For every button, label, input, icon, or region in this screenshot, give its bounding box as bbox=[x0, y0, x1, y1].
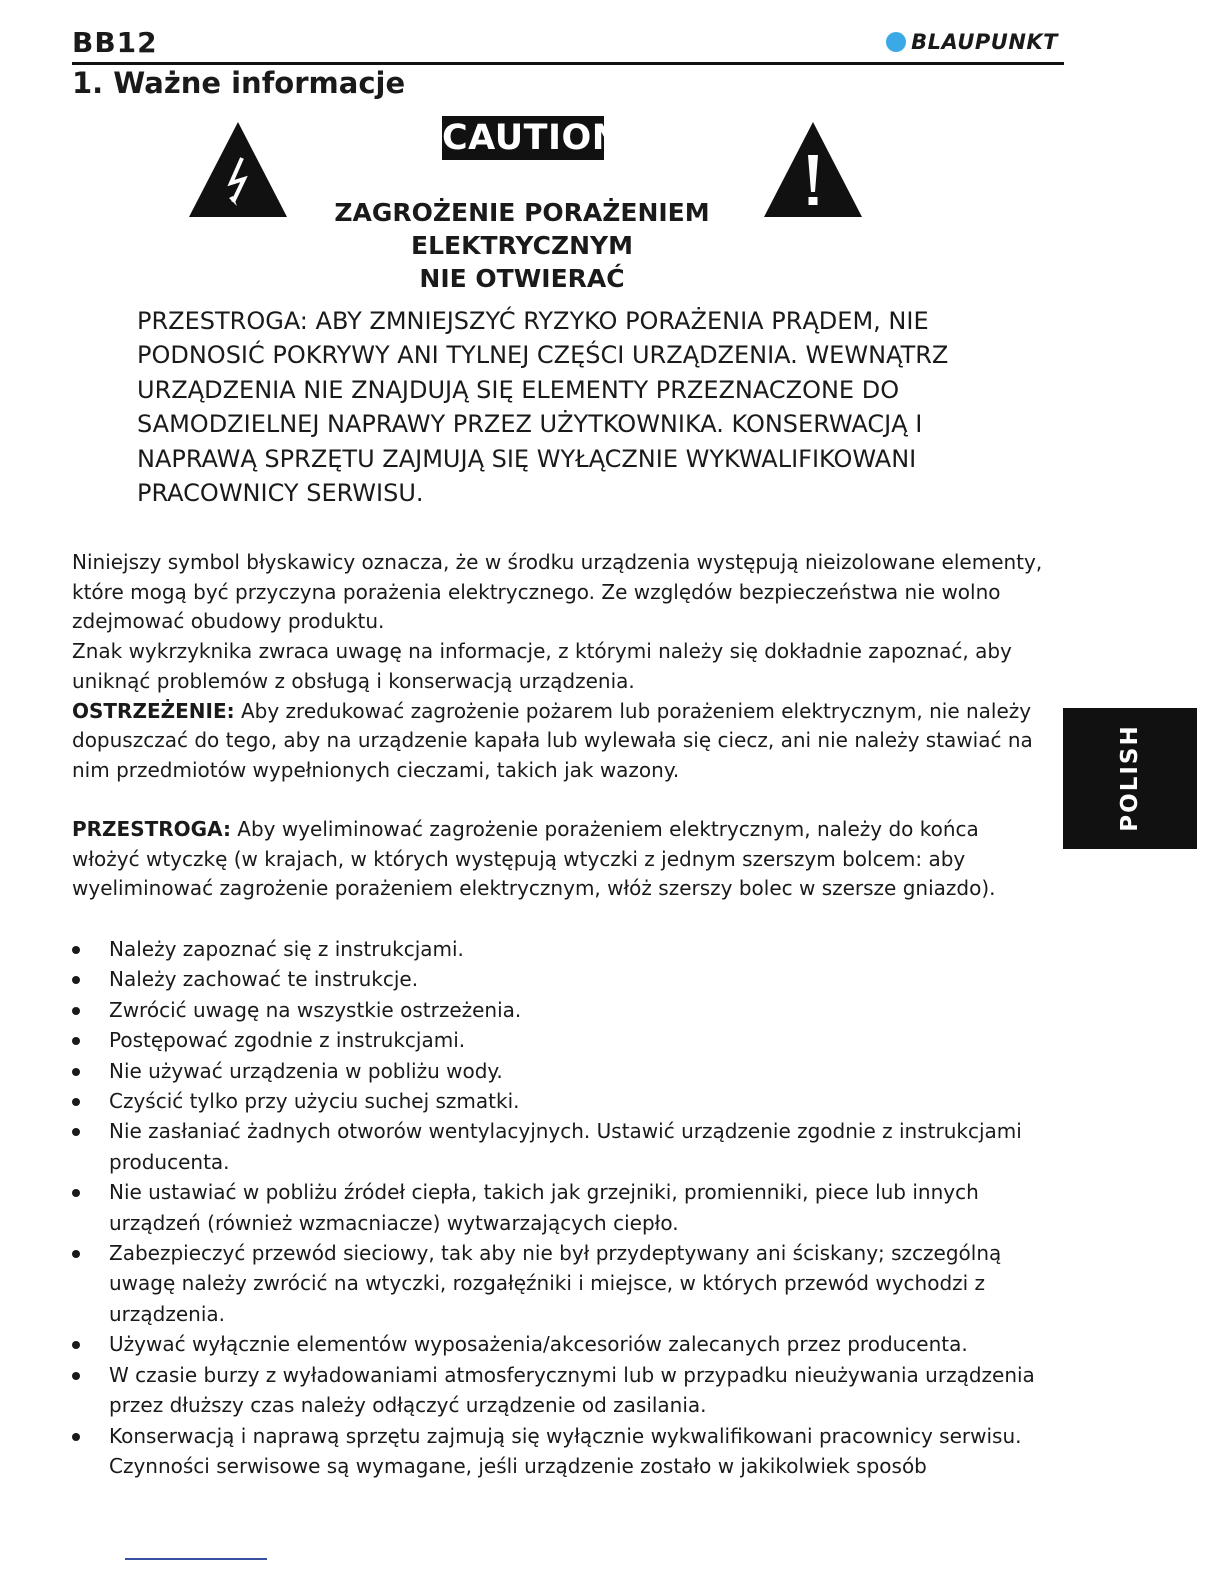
bullet-icon bbox=[72, 976, 80, 984]
list-item bbox=[72, 1177, 1062, 1238]
exclamation-warning-icon bbox=[764, 122, 862, 217]
list-item bbox=[72, 1329, 1062, 1359]
warning-line: PODNOSIĆ POKRYWY ANI TYLNEJ CZĘŚCI URZĄDZENIA. WEWNĄTRZ bbox=[137, 341, 949, 370]
brand-logo bbox=[886, 30, 1058, 54]
list-item-text: Zwrócić uwagę na wszystkie ostrzeżenia. bbox=[109, 997, 522, 1022]
language-tab-label: POLISH bbox=[1117, 724, 1143, 832]
list-item-text: Czyścić tylko przy użyciu suchej szmatki. bbox=[109, 1089, 520, 1114]
text-line bbox=[72, 697, 1062, 727]
bullet-icon bbox=[72, 1068, 80, 1076]
safety-instructions-list bbox=[72, 934, 1062, 1481]
list-item-text: Postępować zgodnie z instrukcjami. bbox=[109, 1028, 466, 1053]
bullet-icon bbox=[72, 1250, 80, 1258]
model-name: BB12 bbox=[72, 26, 158, 59]
caution-warning-text bbox=[137, 304, 1017, 510]
warning-line: PRZESTROGA: ABY ZMNIEJSZYĆ RYZYKO PORAŻENIA PRĄDEM, NIE bbox=[137, 307, 929, 335]
bullet-icon bbox=[72, 1007, 80, 1015]
caution-label: CAUTION bbox=[442, 118, 622, 158]
text-line: które mogą być przyczyna porażenia elektrycznego. Ze względów bezpieczeństwa nie wolno bbox=[72, 579, 1001, 604]
list-item-text: urządzeń (również wzmacniacze) wytwarzających ciepło. bbox=[109, 1210, 679, 1235]
text-line: Niniejszy symbol błyskawicy oznacza, że w środku urządzenia występują nieizolowane elementy, bbox=[72, 550, 1043, 574]
list-item-text: Używać wyłącznie elementów wyposażenia/akcesoriów zalecanych przez producenta. bbox=[109, 1332, 968, 1357]
bullet-icon bbox=[72, 1128, 80, 1136]
warning-label: OSTRZEŻENIE: bbox=[72, 698, 235, 723]
list-item-text: przez dłuższy czas należy odłączyć urządzenie od zasilania. bbox=[109, 1393, 707, 1418]
brand-name: BLAUPUNKT bbox=[911, 30, 1058, 54]
caution-label-inline: PRZESTROGA: bbox=[72, 817, 231, 841]
bullet-icon bbox=[72, 1189, 80, 1197]
danger-line: NIE OTWIERAĆ bbox=[419, 264, 625, 293]
lightning-warning-icon bbox=[189, 122, 287, 217]
warning-text: Aby zredukować zagrożenie pożarem lub porażeniem elektrycznym, nie należy bbox=[234, 698, 1032, 723]
list-item-text: Nie używać urządzenia w pobliżu wody. bbox=[109, 1058, 503, 1083]
caution-text: Aby wyeliminować zagrożenie porażeniem elektrycznym, należy do końca bbox=[230, 817, 979, 841]
danger-heading bbox=[320, 196, 724, 295]
text-line: wyeliminować zagrożenie porażeniem elektrycznym, włóż szerszy bolec w szersze gniazdo). bbox=[72, 876, 996, 901]
symbols-explanation-paragraph bbox=[72, 548, 1062, 786]
warning-line: PRACOWNICY SERWISU. bbox=[137, 479, 424, 508]
list-item-text: uwagę należy zwrócić na wtyczki, rozgałęźniki i miejsce, w których przewód wychodzi z bbox=[109, 1271, 986, 1296]
list-item-text: Należy zachować te instrukcje. bbox=[109, 967, 419, 992]
text-line: Znak wykrzyknika zwraca uwagę na informacje, z którymi należy się dokładnie zapoznać, aby bbox=[72, 639, 1012, 664]
page-header bbox=[72, 24, 1064, 65]
list-item bbox=[72, 1025, 1062, 1055]
list-item bbox=[72, 1086, 1062, 1116]
danger-line: ZAGROŻENIE PORAŻENIEM bbox=[334, 198, 710, 227]
list-item bbox=[72, 1238, 1062, 1329]
bullet-icon bbox=[72, 1433, 80, 1441]
text-line: uniknąć problemów z obsługą i konserwacją urządzenia. bbox=[72, 668, 635, 693]
list-item-text: Zabezpieczyć przewód sieciowy, tak aby nie był przydeptywany ani ściskany; szczególną bbox=[109, 1241, 1002, 1266]
list-item bbox=[72, 995, 1062, 1025]
text-line: włożyć wtyczkę (w krajach, w których występują wtyczki z jednym szerszym bolcem: aby bbox=[72, 846, 966, 871]
list-item-text: Należy zapoznać się z instrukcjami. bbox=[109, 937, 464, 961]
warning-line: URZĄDZENIA NIE ZNAJDUJĄ SIĘ ELEMENTY PRZEZNACZONE DO bbox=[137, 375, 900, 404]
list-item-text: Czynności serwisowe są wymagane, jeśli urządzenie zostało w jakikolwiek sposób bbox=[109, 1453, 927, 1478]
plug-caution-paragraph bbox=[72, 815, 1062, 904]
bullet-icon bbox=[72, 1341, 80, 1349]
warning-line: NAPRAWĄ SPRZĘTU ZAJMUJĄ SIĘ WYŁĄCZNIE WYKWALIFIKOWANI bbox=[137, 444, 917, 473]
list-item-text: Konserwacją i naprawą sprzętu zajmują się wyłącznie wykwalifikowani pracownicy serwisu. bbox=[109, 1423, 1022, 1448]
bullet-icon bbox=[72, 946, 80, 954]
list-item bbox=[72, 1056, 1062, 1086]
list-item-text: producenta. bbox=[109, 1149, 230, 1174]
list-item bbox=[72, 1360, 1062, 1421]
list-item bbox=[72, 934, 1062, 964]
footer-divider bbox=[125, 1558, 267, 1560]
bullet-icon bbox=[72, 1372, 80, 1380]
text-line: nim przedmiotów wypełnionych cieczami, takich jak wazony. bbox=[72, 757, 680, 782]
danger-line: ELEKTRYCZNYM bbox=[411, 231, 633, 260]
list-item bbox=[72, 1116, 1062, 1177]
list-item-text: Nie ustawiać w pobliżu źródeł ciepła, takich jak grzejniki, promienniki, piece lub innych bbox=[109, 1180, 979, 1205]
bullet-icon bbox=[72, 1037, 80, 1045]
text-line: zdejmować obudowy produktu. bbox=[72, 609, 385, 634]
text-line: dopuszczać do tego, aby na urządzenie kapała lub wylewała się ciecz, ani nie należy stawiać na bbox=[72, 728, 1033, 753]
language-tab bbox=[1063, 708, 1197, 849]
brand-dot-icon bbox=[886, 32, 906, 52]
list-item-text: Nie zasłaniać żadnych otworów wentylacyjnych. Ustawić urządzenie zgodnie z instrukcjami bbox=[109, 1119, 1022, 1144]
list-item bbox=[72, 964, 1062, 994]
warning-line: SAMODZIELNEJ NAPRAWY PRZEZ UŻYTKOWNIKA. KONSERWACJĄ I bbox=[137, 410, 923, 439]
list-item-text: W czasie burzy z wyładowaniami atmosferycznymi lub w przypadku nieużywania urządzenia bbox=[109, 1362, 1035, 1387]
list-item-text: urządzenia. bbox=[109, 1301, 225, 1326]
list-item bbox=[72, 1421, 1062, 1482]
section-title: 1. Ważne informacje bbox=[72, 66, 406, 100]
bullet-icon bbox=[72, 1098, 80, 1106]
text-line bbox=[72, 815, 1062, 845]
